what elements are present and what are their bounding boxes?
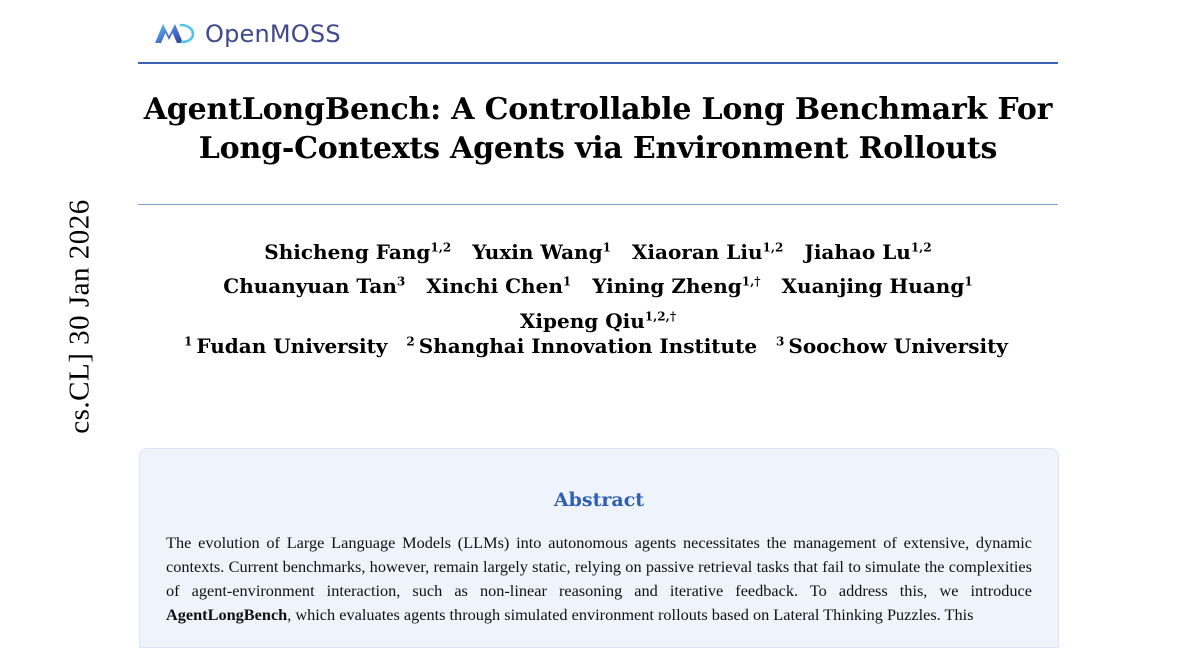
abstract-text-part2: , which evaluates agents through simulated environment rollouts based on Lateral Thinking Puzzles. This xyxy=(287,605,974,624)
author: Chuanyuan Tan$^3$ xyxy=(223,274,406,299)
author: Yuxin Wang$^1$ xyxy=(472,239,611,264)
abstract-section xyxy=(139,448,1059,648)
author: Xuanjing Huang$^1$ xyxy=(781,274,973,299)
author: Xipeng Qiu$^{1,2,\dagger}$ xyxy=(519,308,677,333)
abstract-text xyxy=(166,531,1032,627)
page-title-line-2: Long-Contexts Agents via Environment Rollouts xyxy=(198,131,998,166)
author: Shicheng Fang$^{1,2}$ xyxy=(264,239,452,264)
affiliation: $^3$ Soochow University xyxy=(776,334,1008,358)
openmoss-logo-text: OpenMOSS xyxy=(205,20,341,48)
abstract-heading: Abstract xyxy=(553,489,645,511)
author: Xiaoran Liu$^{1,2}$ xyxy=(631,239,784,264)
author: Xinchi Chen$^1$ xyxy=(426,274,572,299)
author-line-1 xyxy=(138,232,1058,267)
affiliation: $^2$ Shanghai Innovation Institute xyxy=(406,334,758,358)
affiliation: $^1$ Fudan University xyxy=(184,334,388,358)
title-rule xyxy=(138,204,1058,205)
author: Yining Zheng$^{1,\dagger}$ xyxy=(592,274,761,299)
author-list xyxy=(138,232,1058,336)
paper-page xyxy=(138,0,1062,648)
author: Jiahao Lu$^{1,2}$ xyxy=(804,239,932,264)
abstract-text-part1: The evolution of Large Language Models (LLMs) into autonomous agents necessitates the management of extensive, dynamic contexts. Current benchmarks, however, remain largely static, relying on passive retrieval tasks that fail to simulate the complexities of agent-environment interaction, such as non-linear reasoning and iterative feedback. To address this, we introduce xyxy=(166,533,1032,600)
arxiv-stamp xyxy=(0,0,138,648)
openmoss-logo[interactable] xyxy=(151,14,341,54)
page-title-line-1: AgentLongBench: A Controllable Long Benchmark For xyxy=(143,92,1053,127)
header-rule xyxy=(138,62,1058,64)
author-line-2 xyxy=(138,267,1058,302)
openmoss-logo-icon xyxy=(151,17,197,51)
abstract-bold-term: AgentLongBench xyxy=(166,605,288,624)
author-line-3 xyxy=(138,301,1058,336)
page-title xyxy=(138,90,1058,168)
arxiv-stamp-text: cs.CL] 30 Jan 2026 xyxy=(63,199,96,434)
affiliation-list xyxy=(138,334,1058,358)
